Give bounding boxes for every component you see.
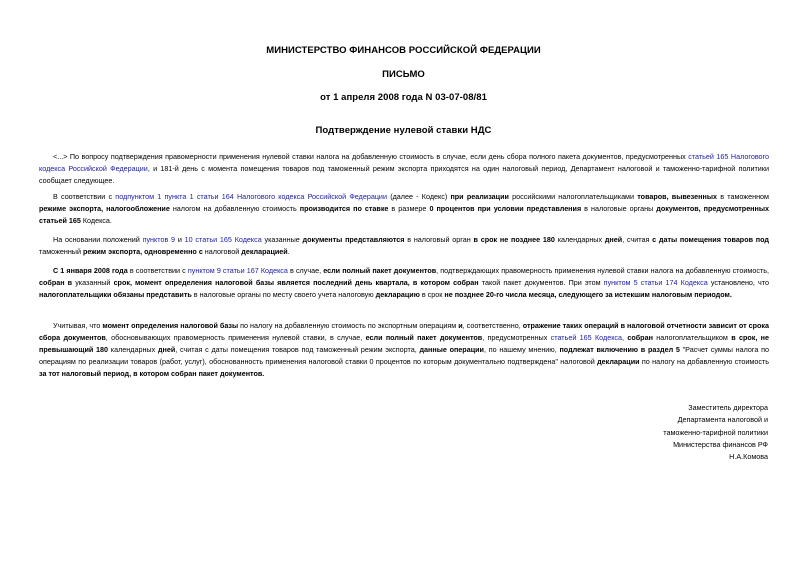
- text-span: <...> По вопросу подтверждения правомерности применения нулевой ставки налога на добавленную стоимость в случае, если день сбора полного пакета документов, предусмотренных: [53, 152, 689, 161]
- text-span: в соответствии с: [127, 266, 188, 275]
- text-span: в налоговые органы: [581, 204, 657, 214]
- bold-span: отражение таких операций в налоговой отчетности зависит от срока сбора документов: [39, 321, 769, 343]
- text-span: , считая с даты помещения товаров под таможенный режим экспорта,: [175, 345, 420, 355]
- link-article-165-point-10[interactable]: 10 статьи 165 Кодекса: [184, 235, 262, 244]
- text-span: На основании положений: [53, 235, 143, 244]
- bold-span: С 1 января 2008 года: [53, 266, 128, 275]
- bold-span: документы представляются: [302, 235, 405, 244]
- bold-span: момент определения налоговой базы: [102, 321, 239, 330]
- bold-span: дней: [604, 235, 623, 244]
- text-span: налоговой: [202, 247, 242, 257]
- paragraph-article-165-terms: [39, 234, 769, 258]
- text-span: (далее - Кодекс): [386, 192, 451, 201]
- bold-span: собран: [627, 333, 653, 343]
- bold-span: режиме экспорта, налогообложение: [39, 204, 170, 214]
- text-span: указанные: [261, 235, 303, 244]
- bold-span: подлежат включению в раздел 5: [559, 345, 680, 355]
- text-span: по налогу на добавленную стоимость: [639, 357, 769, 367]
- text-span: , по нашему мнению,: [483, 345, 560, 355]
- text-span: , считая: [622, 235, 653, 244]
- text-span: в таможенном: [716, 192, 769, 201]
- text-span: , обосновывающих правомерность применения нулевой ставки, в случае,: [105, 333, 366, 343]
- bold-span: собран в: [39, 278, 73, 288]
- text-span: Учитывая, что: [53, 321, 103, 330]
- bold-span: декларацией: [241, 247, 288, 257]
- text-span: таможенный: [39, 247, 83, 257]
- text-span: календарных: [108, 345, 158, 355]
- text-span: .: [287, 247, 290, 257]
- link-points-9[interactable]: пунктов 9: [142, 235, 176, 244]
- document-subject: Подтверждение нулевой ставки НДС: [315, 125, 492, 136]
- paragraph-conclusion: [39, 320, 769, 380]
- text-span: установлено, что: [707, 278, 769, 288]
- text-span: , и 181-й день с момента помещения товаров под таможенный режим экспорта приходятся на один налоговый период, Департамент налоговой и таможенно-тарифной политики сообщает следующее.: [39, 164, 769, 186]
- text-span: в налоговые органы по месту своего учета налоговую: [191, 290, 376, 300]
- text-span: "Расчет суммы налога по операциям по реализации товаров (работ, услуг), обоснованность применения налоговой ставки 0 процентов по которым документально подтверждена" налоговой: [39, 345, 770, 367]
- bold-span: срок, момент определения налоговой базы является последний день квартала, в котором собран: [113, 278, 479, 288]
- text-span: в размере: [388, 204, 430, 214]
- text-span: , предусмотренных: [482, 333, 551, 343]
- bold-span: производится по ставке: [299, 204, 389, 214]
- signatory-position: Заместитель директора: [688, 403, 768, 412]
- bold-span: с даты помещения товаров под: [652, 235, 769, 244]
- bold-span: декларации: [597, 357, 640, 367]
- ministry-heading: МИНИСТЕРСТВО ФИНАНСОВ РОССИЙСКОЙ ФЕДЕРАЦИИ: [266, 45, 541, 56]
- bold-span: не позднее 20-го числа месяца, следующего за истекшим налоговым периодом.: [444, 290, 732, 300]
- bold-span: режим экспорта, одновременно с: [83, 247, 203, 257]
- text-span: в случае,: [287, 266, 324, 275]
- document-type-heading: ПИСЬМО: [382, 69, 425, 80]
- paragraph-intro: [39, 151, 769, 187]
- text-span: по налогу на добавленную стоимость по экспортным операциям: [238, 321, 459, 330]
- text-span: такой пакет документов. При этом: [478, 278, 604, 288]
- bold-span: 0 процентов при условии представления: [429, 204, 582, 214]
- bold-span: в срок, не превышающий 180: [39, 333, 769, 355]
- bold-span: за тот налоговый период, в котором собран пакет документов.: [39, 369, 265, 379]
- bold-span: налогоплательщики обязаны представить: [39, 290, 192, 300]
- text-span: , соответственно,: [462, 321, 523, 330]
- link-article-174-point-5[interactable]: пунктом 5 статьи 174 Кодекса: [603, 278, 708, 288]
- bold-span: данные операции: [419, 345, 484, 355]
- signatory-name: Н.А.Комова: [729, 452, 768, 462]
- bold-span: при реализации: [450, 192, 509, 201]
- link-article-165-tax-code[interactable]: статьей 165 Налогового кодекса Российской Федерации: [39, 152, 770, 174]
- text-span: российскими налогоплательщиками: [508, 192, 638, 201]
- link-article-165-code[interactable]: статьей 165 Кодекса: [550, 333, 623, 343]
- link-article-167-point-9[interactable]: пунктом 9 статьи 167 Кодекса: [187, 266, 288, 275]
- text-span: ,: [622, 333, 628, 343]
- bold-span: товаров, вывезенных: [637, 192, 717, 201]
- text-span: указанный: [72, 278, 114, 288]
- text-span: в срок: [419, 290, 445, 300]
- bold-span: и: [458, 321, 463, 330]
- text-span: , подтверждающих правомерность применения нулевой ставки налога на добавленную стоимость,: [436, 266, 769, 275]
- paragraph-article-164: [39, 191, 769, 227]
- bold-span: документов, предусмотренных статьей 165: [39, 204, 770, 226]
- link-article-164-tax-code[interactable]: подпунктом 1 пункта 1 статьи 164 Налогового кодекса Российской Федерации: [115, 192, 387, 201]
- bold-span: если полный пакет документов: [365, 333, 483, 343]
- document-date-number: от 1 апреля 2008 года N 03-07-08/81: [320, 92, 487, 103]
- text-span: и: [175, 235, 185, 244]
- bold-span: дней: [157, 345, 176, 355]
- text-span: налогоплательщиком: [652, 333, 732, 343]
- text-span: налогом на добавленную стоимость: [169, 204, 300, 214]
- text-span: календарных: [554, 235, 605, 244]
- signature-block: [663, 402, 768, 463]
- paragraph-since-2008: [39, 265, 769, 301]
- text-span: в налоговый орган: [404, 235, 474, 244]
- bold-span: декларацию: [375, 290, 420, 300]
- bold-span: в срок не позднее 180: [473, 235, 555, 244]
- bold-span: если полный пакет документов: [323, 266, 437, 275]
- text-span: Кодекса.: [80, 216, 112, 226]
- text-span: В соответствии с: [53, 192, 116, 201]
- signatory-ministry: Министерства финансов РФ: [673, 439, 768, 449]
- signatory-department: Департамента налоговой и: [677, 415, 768, 425]
- signatory-department-cont: таможенно-тарифной политики: [663, 427, 768, 437]
